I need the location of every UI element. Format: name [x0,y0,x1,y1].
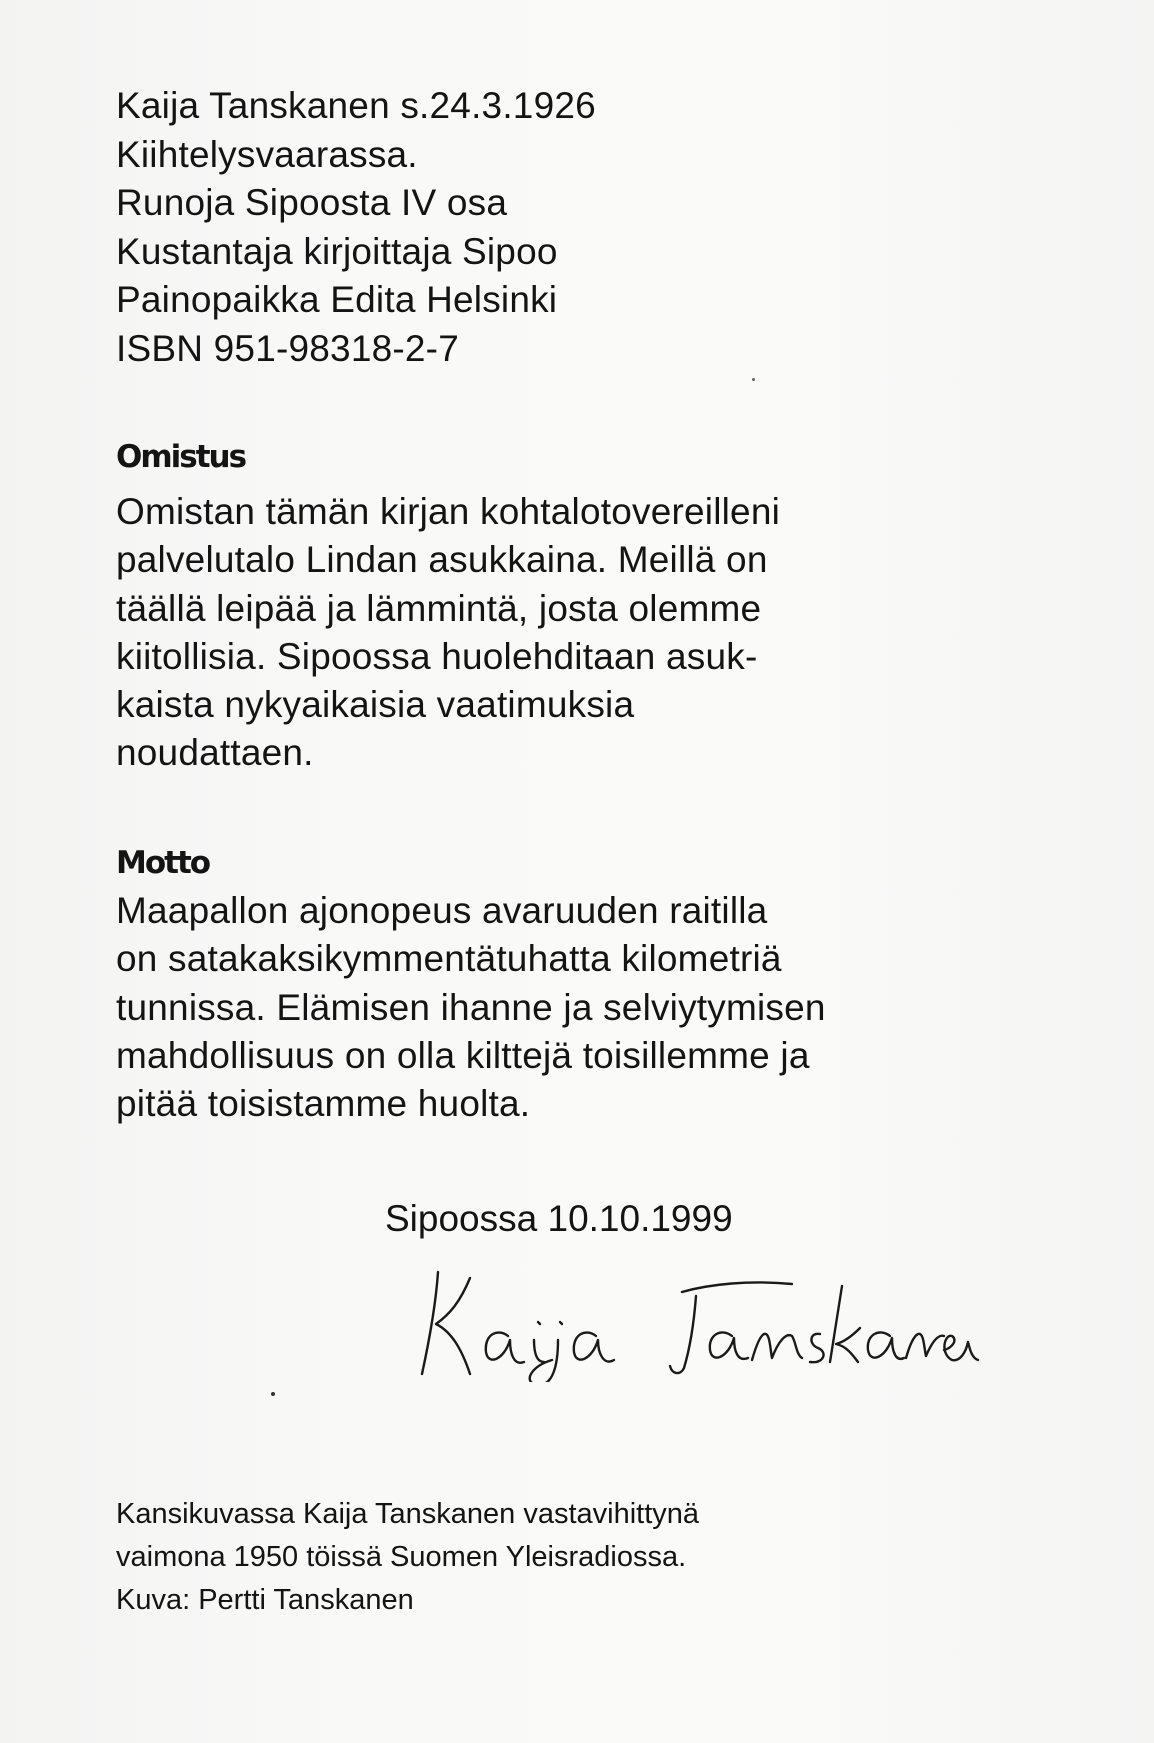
motto-section [116,843,1016,883]
motto-line: tunnissa. Elämisen ihanne ja selviytymisen [116,986,826,1028]
dedication-line: täällä leipää ja lämmintä, josta olemme [116,587,762,629]
colophon-line: Painopaikka Edita Helsinki [116,279,558,320]
cover-caption [116,1493,699,1622]
motto-line: on satakaksikymmentätuhatta kilometriä [116,938,782,980]
motto-heading: Motto [116,845,210,881]
motto-text [116,887,1016,1128]
colophon-line: ISBN 951-98318-2-7 [116,327,459,369]
caption-line: vaimona 1950 töissä Suomen Yleisradiossa. [116,1541,687,1573]
ink-dot [752,378,755,381]
colophon [116,82,1016,373]
dedication-line: Omistan tämän kirjan kohtalotovereilleni [116,491,781,532]
motto-line: pitää toisistamme huolta. [116,1083,531,1125]
ink-dot [271,1392,275,1396]
colophon-line: Kiihtelysvaarassa. [116,133,418,175]
colophon-line: Runoja Sipoosta IV osa [116,182,508,223]
dedication-text [116,488,1016,778]
dedication-line: kiitollisia. Sipoossa huolehditaan asuk- [116,635,758,677]
caption-line: Kansikuvassa Kaija Tanskanen vastavihittynä [116,1498,700,1530]
motto-line: mahdollisuus on olla kilttejä toisillemme ja [116,1034,810,1076]
motto-line: Maapallon ajonopeus avaruuden raitilla [116,890,768,931]
caption-line: Kuva: Pertti Tanskanen [116,1584,414,1616]
dedication-line: palvelutalo Lindan asukkaina. Meillä on [116,539,768,581]
dedication-section [116,437,1016,477]
dedication-heading: Omistus [116,439,246,475]
handwritten-signature [400,1262,980,1382]
dedication-line: kaista nykyaikaisia vaatimuksia [116,684,635,726]
dedication-line: noudattaen. [116,732,314,774]
colophon-line: Kaija Tanskanen s.24.3.1926 [116,85,596,126]
dateline: Sipoossa 10.10.1999 [385,1198,733,1239]
colophon-line: Kustantaja kirjoittaja Sipoo [116,230,558,272]
